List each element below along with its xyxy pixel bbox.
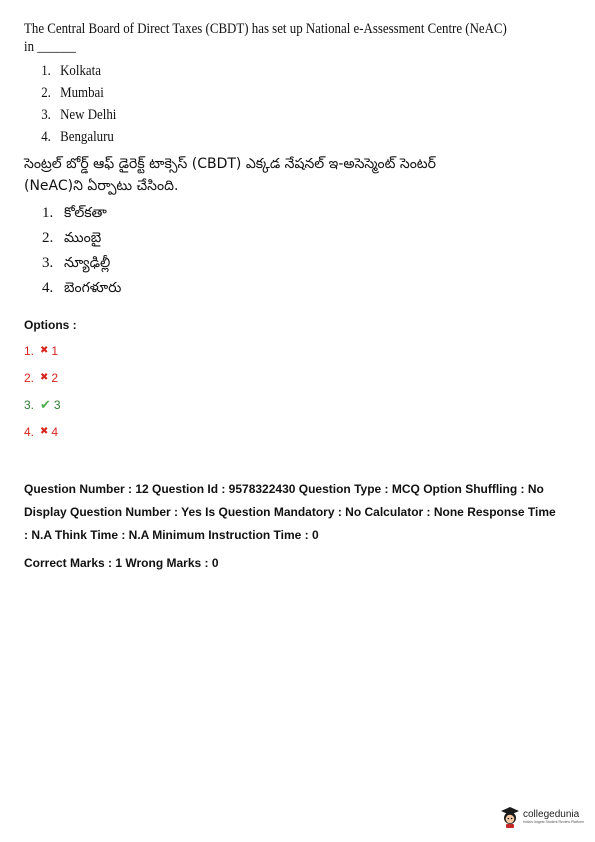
graduate-mascot-icon	[500, 806, 520, 828]
english-option: 4. Bengaluru	[41, 129, 114, 145]
answer-option-1[interactable]	[24, 342, 61, 369]
telugu-text-line1: సెంట్రల్ బోర్డ్ ఆఫ్ డైరెక్ట్ టాక్సెస్ (CBDT) ఎక్కడ నేషనల్ ఇ-అసెస్మెంట్ సెంటర్	[24, 156, 436, 172]
option-number: 2.	[24, 371, 35, 385]
telugu-text-line2: (NeAC)ని ఏర్పాటు చేసింది.	[24, 178, 179, 194]
english-option: 2. Mumbai	[41, 85, 104, 101]
answer-option-2[interactable]	[24, 369, 61, 396]
option-value: 2	[51, 371, 59, 385]
english-option-list	[24, 60, 557, 148]
question-text-line1: The Central Board of Direct Taxes (CBDT) has set up National e-Assessment Centre (NeAC)	[24, 21, 507, 37]
option-number: 4.	[24, 425, 35, 439]
logo-tagline: India's largest Student Review Platform	[523, 819, 584, 824]
collegedunia-logo	[500, 806, 584, 828]
option-value: 4	[51, 425, 59, 439]
answer-option-3[interactable]	[24, 396, 61, 423]
question-text-line2: in ______	[24, 39, 76, 55]
question-metadata	[24, 478, 579, 575]
option-number: 3.	[24, 398, 35, 412]
english-option: 1. Kolkata	[41, 63, 101, 79]
telugu-option: 3. న్యూఢిల్లీ	[42, 255, 111, 271]
checkmark-icon: ✔	[40, 397, 51, 412]
question-telugu	[24, 153, 584, 301]
answer-options	[24, 342, 61, 450]
metadata-line: Question Number : 12 Question Id : 9578322430 Question Type : MCQ Option Shuffling : No Display Question Number : Yes Is Question Mandatory : No Calculator : None Response Time : N.A Think Time : N.A Minimum Instruction Time : 0	[24, 482, 556, 542]
options-heading: Options :	[24, 318, 77, 332]
telugu-option: 2. ముంబై	[42, 230, 102, 246]
cross-icon: ✖	[40, 345, 49, 356]
telugu-option: 4. బెంగళూరు	[42, 280, 122, 296]
logo-brand: collegedunia	[523, 808, 580, 820]
telugu-option-list	[24, 201, 584, 301]
option-value: 3	[53, 398, 61, 412]
option-value: 1	[51, 344, 59, 358]
answer-option-4[interactable]	[24, 423, 61, 450]
marks-info: Correct Marks : 1 Wrong Marks : 0	[24, 556, 219, 570]
cross-icon: ✖	[40, 372, 49, 383]
question-english	[24, 20, 557, 148]
telugu-option: 1. కోల్‌కతా	[42, 205, 107, 221]
cross-icon: ✖	[40, 426, 49, 437]
english-option: 3. New Delhi	[41, 107, 117, 123]
option-number: 1.	[24, 344, 35, 358]
